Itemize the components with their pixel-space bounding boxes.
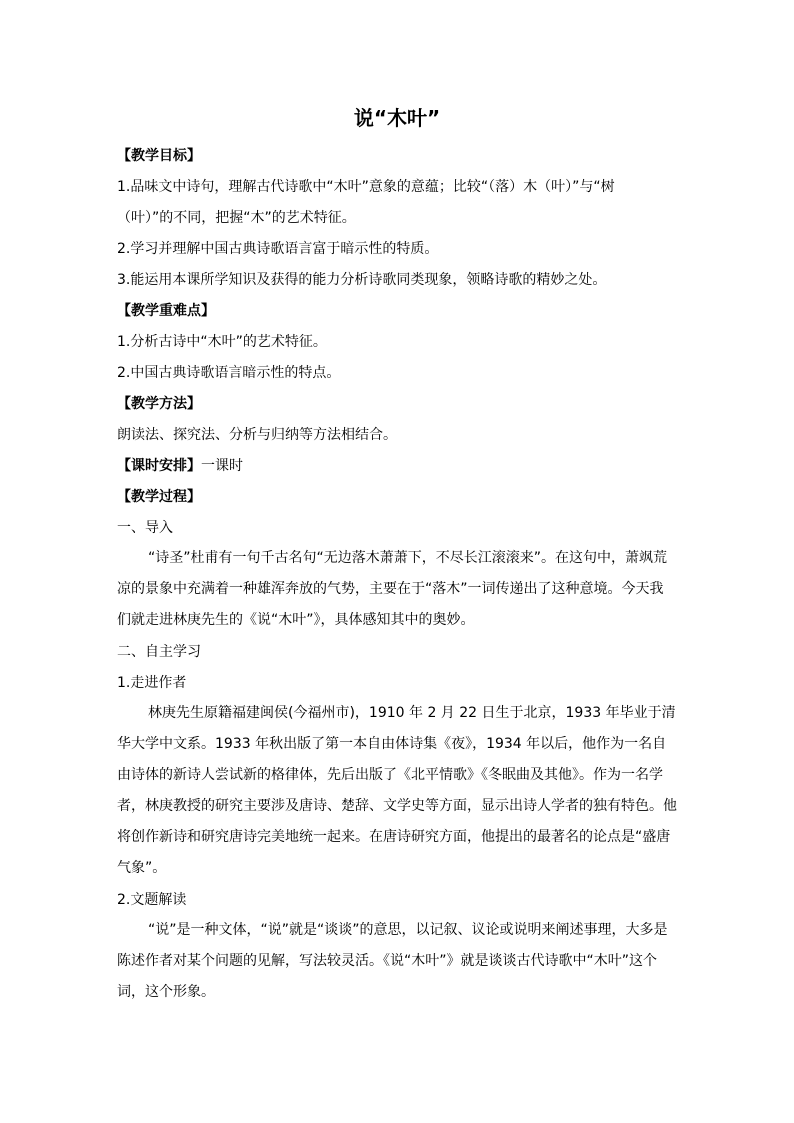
sub2-heading: 2.文题解读 [117,892,187,908]
part2-heading: 二、自主学习 [117,644,201,660]
objective-item: 3.能运用本课所学知识及获得的能力分析诗歌同类现象，领略诗歌的精妙之处。 [117,272,607,288]
part1-paragraph [117,543,677,636]
sub2-paragraph [117,915,677,1008]
part1-heading: 一、导入 [117,520,173,536]
objective-item: 2.学习并理解中国古典诗歌语言富于暗示性的特质。 [117,241,439,257]
objective-item: （叶）”的不同，把握“木”的艺术特征。 [117,210,356,226]
key-points-heading: 【教学重难点】 [117,303,215,319]
schedule-heading: 【课时安排】 [117,458,201,474]
document-title: 说“木叶” [353,106,441,130]
sub1-paragraph [117,698,677,884]
key-point-item: 2.中国古典诗歌语言暗示性的特点。 [117,365,341,381]
process-heading: 【教学过程】 [117,489,201,505]
part1-text: “诗圣”杜甫有一句千古名句“无边落木萧萧下，不尽长江滚滚来”。在这句中，萧飒荒凉的景象中充满着一种雄浑奔放的气势，主要在于“落木”一词传递出了这种意境。今天我们就走进林庚先生的《说“木叶”》，具体感知其中的奥妙。 [117,550,668,628]
objectives-heading: 【教学目标】 [117,148,201,164]
methods-heading: 【教学方法】 [117,396,201,412]
sub1-text: 林庚先生原籍福建闽侯(今福州市)，1910 年 2 月 22 日生于北京，1933 年毕业于清华大学中文系。1933 年秋出版了第一本自由体诗集《夜》，1934 年以后，他作为一名自由诗体的新诗人尝试新的格律体，先后出版了《北平情歌》《冬眠曲及其他》。作为一名学者，林庚教授的研究主要涉及唐诗、楚辞、文学史等方面，显示出诗人学者的独有特色。他将创作新诗和研究唐诗完美地统一起来。在唐诗研究方面，他提出的最著名的论点是“盛唐气象”。 [117,705,677,876]
schedule-line [117,456,677,476]
key-point-item: 1.分析古诗中“木叶”的艺术特征。 [117,334,327,350]
methods-text: 朗读法、探究法、分析与归纳等方法相结合。 [117,427,397,443]
sub2-text: “说”是一种文体，“说”就是“谈谈”的意思，以记叙、议论或说明来阐述事理，大多是陈述作者对某个问题的见解，写法较灵活。《说“木叶”》就是谈谈古代诗歌中“木叶”这个词，这个形象。 [117,922,668,1000]
schedule-text: 一课时 [201,458,243,474]
objective-item: 1.品味文中诗句，理解古代诗歌中“木叶”意象的意蕴；比较“（落）木（叶）”与“树 [117,179,615,195]
sub1-heading: 1.走进作者 [117,675,187,691]
